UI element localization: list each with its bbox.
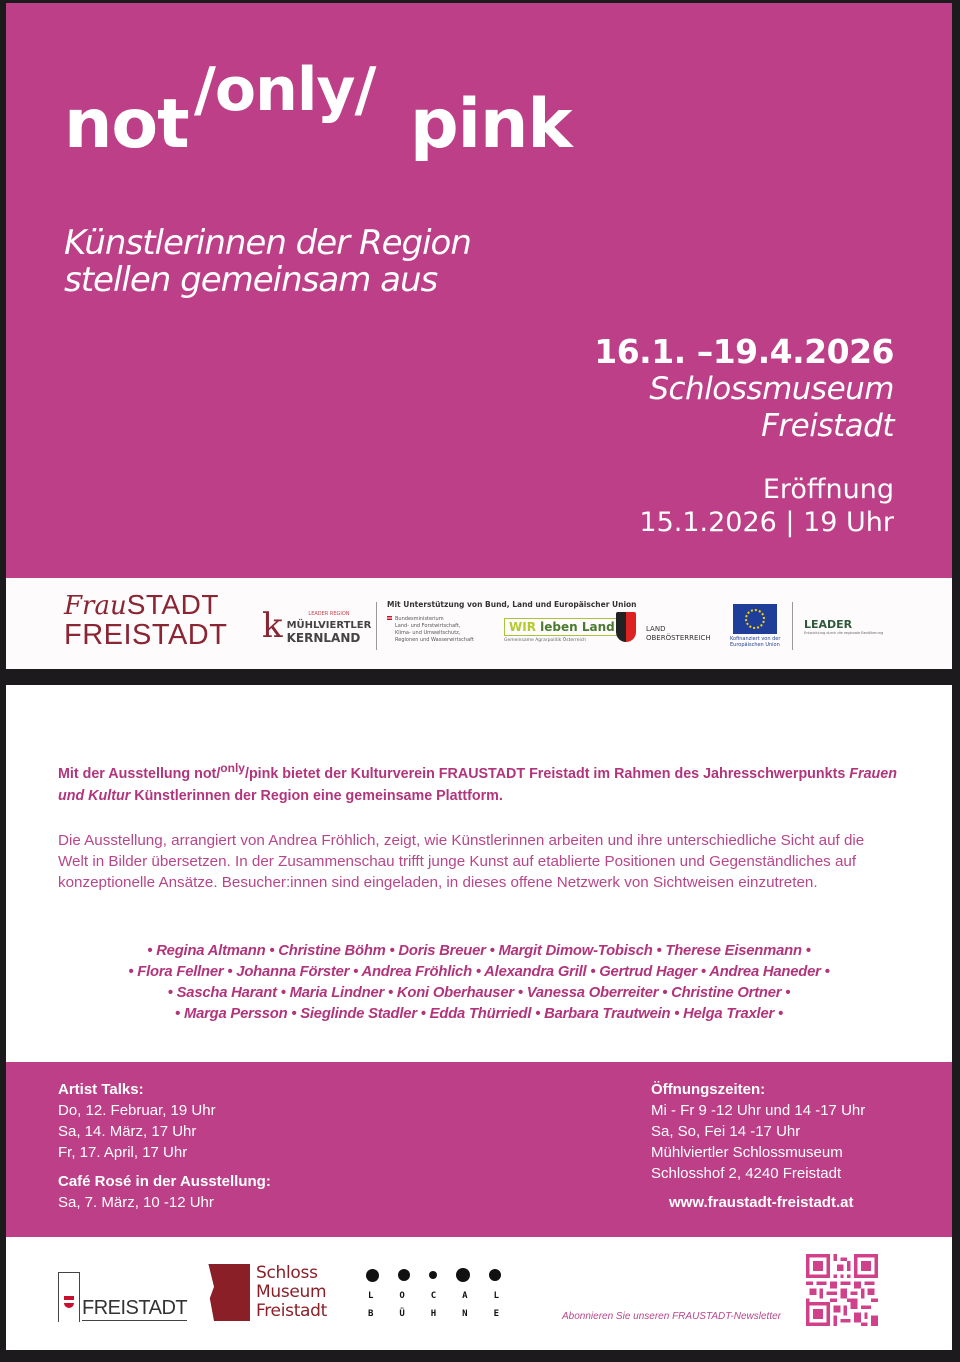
sponsor-logo-band (6, 578, 952, 669)
artist-talks-heading: Artist Talks: (58, 1081, 144, 1098)
subtitle-line-1: Künstlerinnen der Region (64, 223, 471, 263)
artist-talk-item: Fr, 17. April, 17 Uhr (58, 1144, 188, 1161)
description-paragraph: Die Ausstellung, arrangiert von Andrea Fröhlich, zeigt, wie Künstlerinnen arbeiten und ihre unterschiedliche Sicht auf die Welt in Bilder übersetzen. In der Zusammenschau trifft junge Kunst auf etablierte Positionen und Gegenständliches auf konzeptionelle Ansätze. Besucher:innen sind eingeladen, in dieses offene Netzwerk von Sichtweisen einzutreten. (58, 832, 865, 891)
support-title: Mit Unterstützung von Bund, Land und Europäischer Union (387, 600, 637, 609)
qr-code-icon[interactable] (806, 1254, 878, 1326)
kernland-region: LEADER REGION (308, 611, 350, 617)
kernland-line-1: MÜHLVIERTLER (286, 620, 372, 631)
subtitle (64, 225, 471, 299)
eu-flag-icon (733, 604, 777, 634)
eu-caption: Kofinanziert von der Europäischen Union (730, 636, 781, 648)
address-line: Mühlviertler Schlossmuseum (651, 1144, 843, 1161)
intro-paragraph: Mit der Ausstellung not/$^{only}$/pink bietet der Kulturverein FRAUSTADT Freistadt im Rahmen des Jahresschwerpunkts Frauen und Kultur Künstlerinnen der Region eine gemeinsame Plattform. (58, 761, 897, 804)
event-details (594, 333, 894, 539)
title-pink: pink (410, 85, 572, 164)
schlossmuseum-logo: Schloss Museum Freistadt (200, 1264, 327, 1321)
cafe-item: Sa, 7. März, 10 -12 Uhr (58, 1194, 214, 1211)
artist-list (46, 941, 912, 1025)
logo-stadt: STADT (126, 589, 219, 620)
wir-leben-land-logo: WIR leben Land Gemeinsame Agrarpolitik Österreich (504, 616, 620, 643)
venue-line-1: Schlossmuseum (649, 371, 894, 407)
hours-item: Sa, So, Fei 14 -17 Uhr (651, 1123, 801, 1140)
upper-austria-logo: LAND OBERÖSTERREICH (646, 625, 711, 642)
footer-logos (6, 1237, 952, 1350)
info-band (6, 1062, 952, 1237)
logo-freistadt: FREISTADT (64, 619, 228, 651)
artist-line: • Sascha Harant • Maria Lindner • Koni Oberhauser • Vanessa Oberreiter • Christine Ortner • (167, 985, 791, 1001)
divider (376, 602, 377, 650)
kernland-logo (262, 608, 371, 644)
opening-hours-column (651, 1079, 865, 1184)
kernland-line-2: KERNLAND (286, 631, 361, 645)
front-card (6, 3, 952, 669)
exhibition-dates: 16.1. –19.4.2026 (594, 332, 894, 371)
opening-label: Eröffnung (762, 474, 894, 505)
upper-austria-crest-icon (616, 612, 636, 642)
back-card (6, 685, 952, 1350)
newsletter-text: Abonnieren Sie unseren FRAUSTADT-Newsletter (562, 1311, 781, 1322)
venue-line-2: Freistadt (761, 408, 894, 444)
opening-hours-heading: Öffnungszeiten: (651, 1081, 766, 1098)
hours-item: Mi - Fr 9 -12 Uhr und 14 -17 Uhr (651, 1102, 866, 1119)
profile-silhouette-icon (200, 1264, 250, 1321)
kernland-k-icon: k (262, 606, 283, 646)
cafe-heading: Café Rosé in der Ausstellung: (58, 1173, 271, 1190)
artist-talk-item: Sa, 14. März, 17 Uhr (58, 1123, 197, 1140)
opening-datetime: 15.1.2026 | 19 Uhr (639, 507, 894, 538)
leader-logo: LEADER Entwicklung durch die regionale Bevölkerung (804, 618, 884, 635)
logo-frau: Frau (64, 591, 127, 621)
shield-icon (64, 1296, 74, 1308)
opening (594, 473, 894, 539)
local-buehne-logo: L O C A L B Ü H N E (366, 1267, 501, 1319)
subtitle-line-2: stellen gemeinsam aus (64, 260, 438, 300)
fraustadt-logo (64, 589, 228, 651)
artist-line: • Flora Fellner • Johanna Förster • Andrea Fröhlich • Alexandra Grill • Gertrud Hager • Andrea Haneder • (128, 964, 830, 980)
address-line: Schlosshof 2, 4240 Freistadt (651, 1165, 842, 1182)
artist-line: • Marga Persson • Sieglinde Stadler • Edda Thürriedl • Barbara Trautwein • Helga Traxler • (175, 1006, 783, 1022)
divider (792, 602, 793, 650)
freistadt-logo: FREISTADT (58, 1272, 173, 1324)
artist-talk-item: Do, 12. Februar, 19 Uhr (58, 1102, 216, 1119)
title-only: /only/ (194, 55, 376, 125)
ministry-logo: Bundesministerium Land- und Forstwirtschaft, Klima- und Umweltschutz, Regionen und Wasserwirtschaft (387, 616, 497, 644)
artist-line: • Regina Altmann • Christine Böhm • Doris Breuer • Margit Dimow-Tobisch • Therese Eisenmann • (147, 943, 811, 959)
title-not: not (64, 85, 189, 164)
dots-icon (366, 1267, 501, 1283)
austria-flag-icon (387, 616, 392, 620)
events-column (58, 1079, 271, 1213)
website-link[interactable]: www.fraustadt-freistadt.at (669, 1194, 854, 1211)
